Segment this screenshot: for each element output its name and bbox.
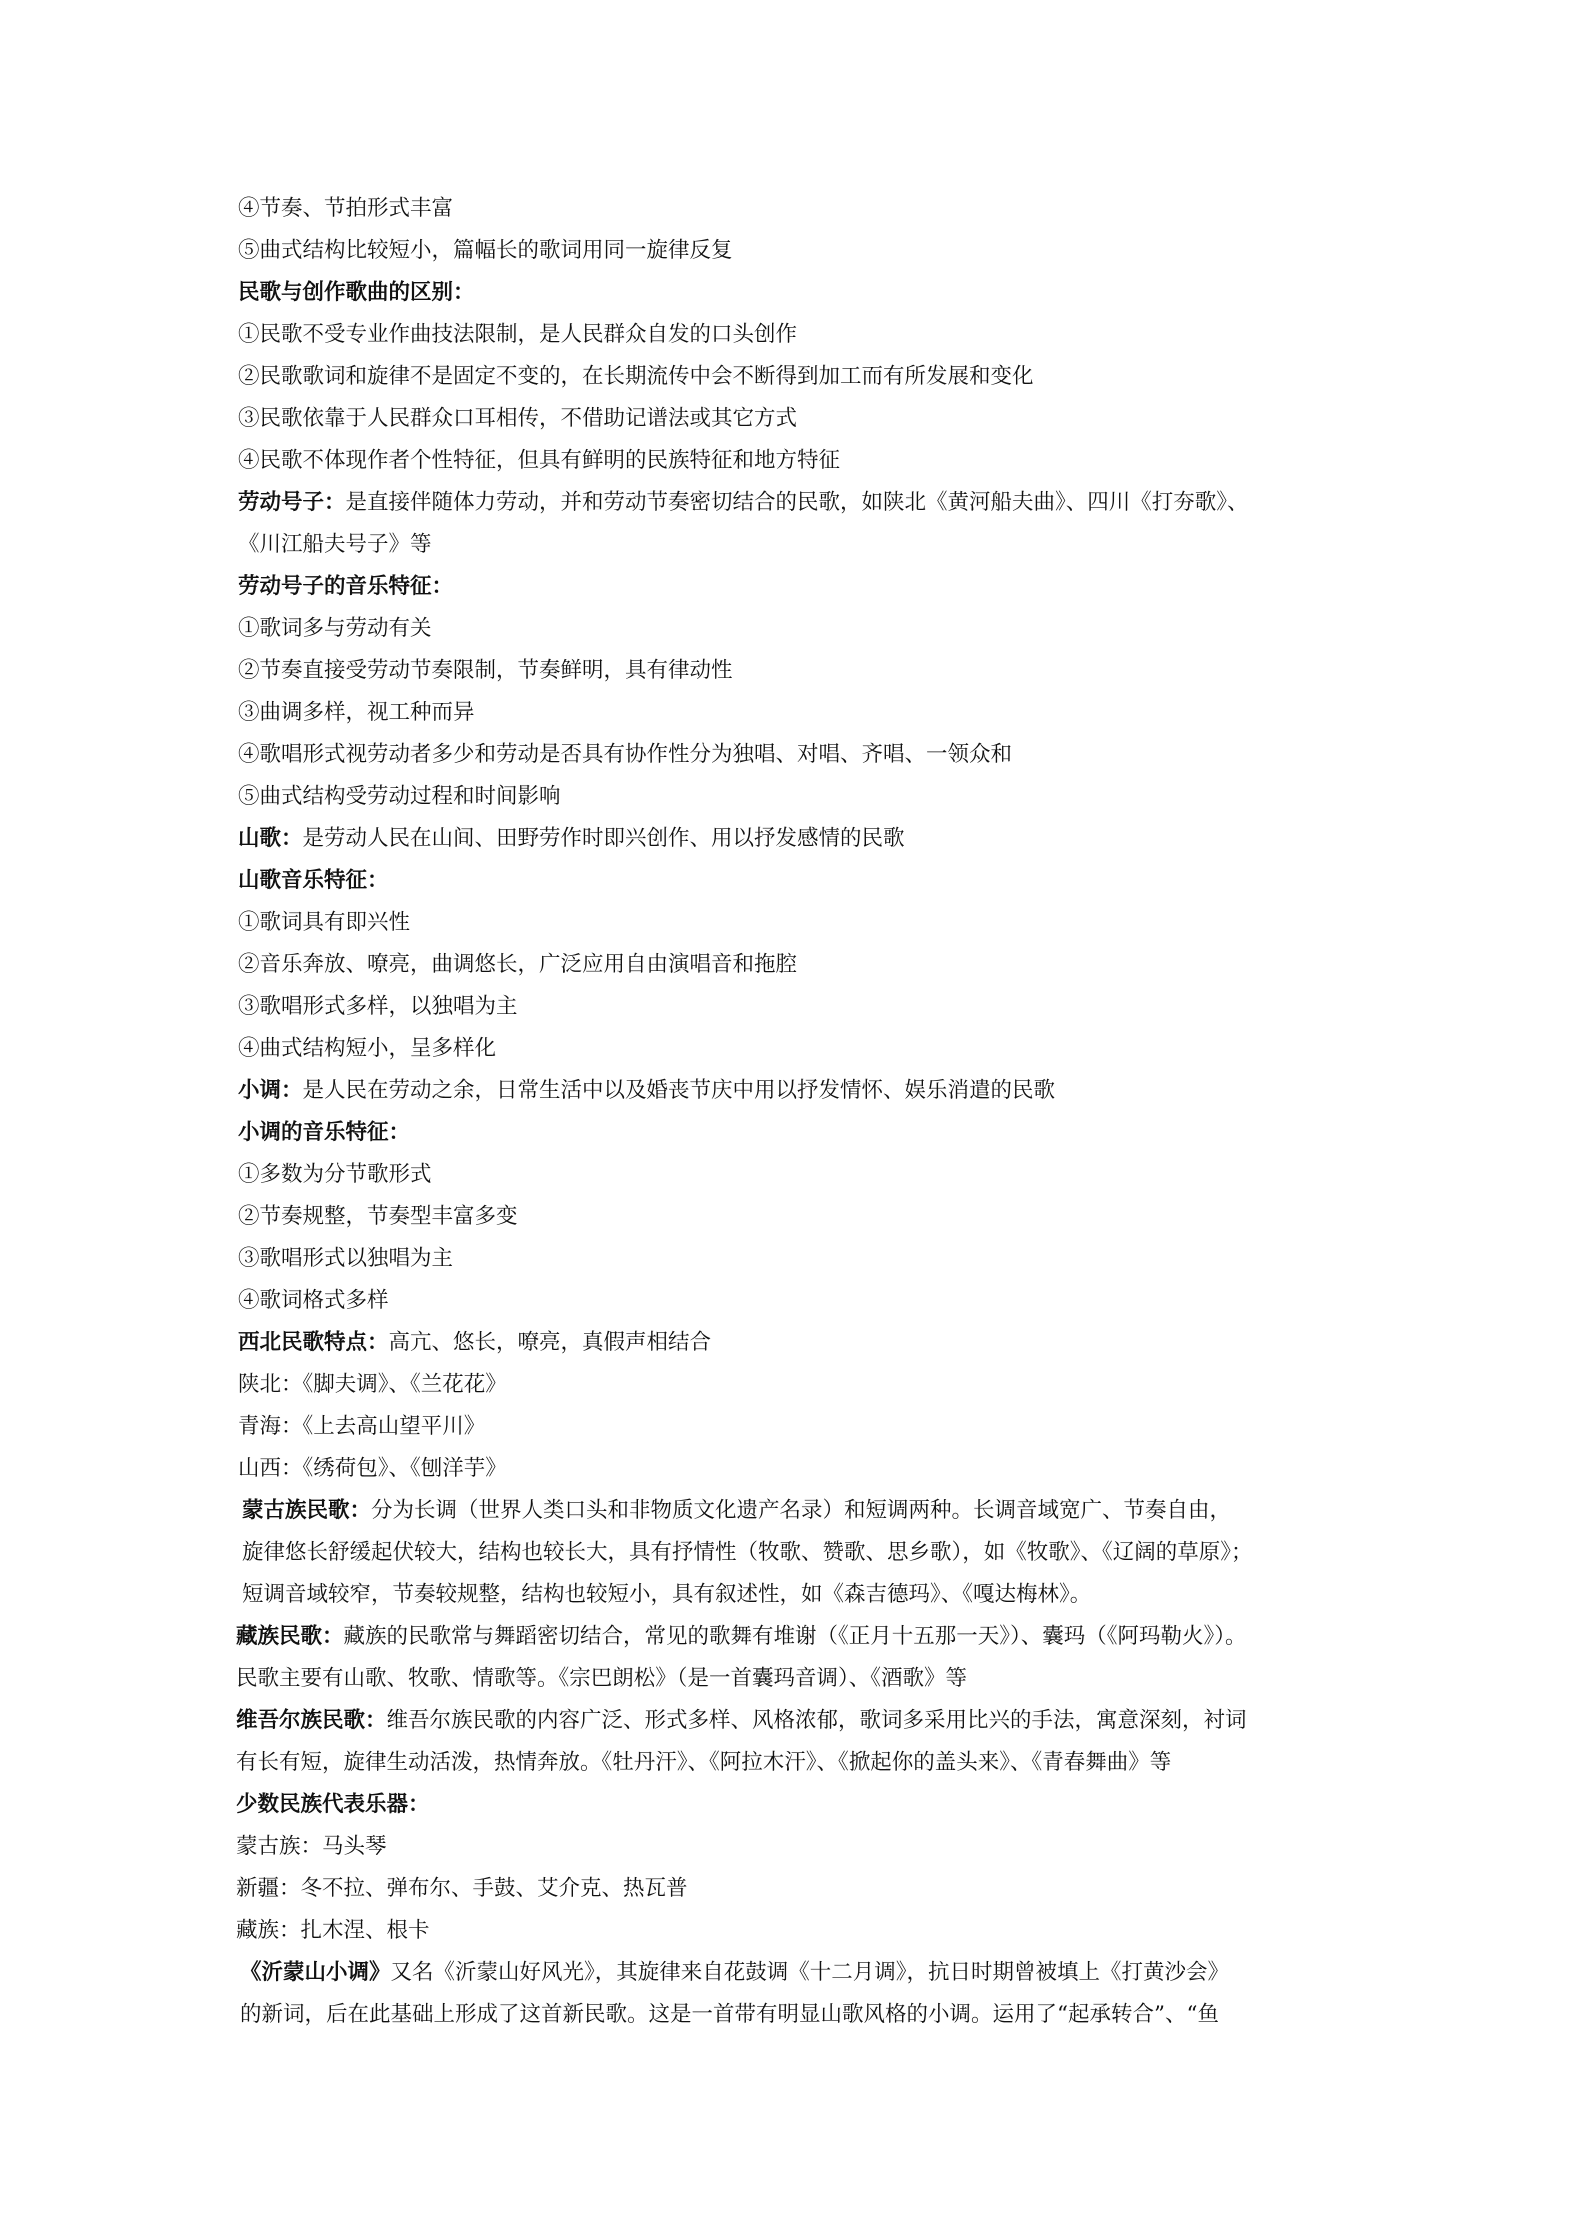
list-item xyxy=(238,950,1358,980)
line-text: ⑤曲式结构受劳动过程和时间影响 xyxy=(238,784,561,809)
definition-text: 又名《沂蒙山好风光》，其旋律来自花鼓调《十二月调》，抗日时期曾被填上《打黄沙会》 xyxy=(390,1960,1230,1985)
line-text: 民歌主要有山歌、牧歌、情歌等。《宗巴朗松》（是一首囊玛音调）、《酒歌》等 xyxy=(236,1666,968,1691)
section-heading xyxy=(238,278,1358,308)
list-item xyxy=(236,1874,1356,1904)
line-text: ④民歌不体现作者个性特征，但具有鲜明的民族特征和地方特征 xyxy=(238,448,841,473)
list-item xyxy=(238,740,1358,770)
term-label: 劳动号子： xyxy=(238,490,346,515)
line-text: 有长有短，旋律生动活泼，热情奔放。《牡丹汗》、《阿拉木汗》、《掀起你的盖头来》、《青春舞曲》等 xyxy=(236,1750,1172,1775)
definition-paragraph xyxy=(242,1496,1362,1526)
list-item xyxy=(238,1286,1358,1316)
definition-paragraph xyxy=(238,1076,1358,1106)
line-text: 青海：《上去高山望平川》 xyxy=(238,1414,486,1439)
line-text: 新疆：冬不拉、弹布尔、手鼓、艾介克、热瓦普 xyxy=(236,1876,688,1901)
list-item xyxy=(238,908,1358,938)
line-text: ②节奏规整，节奏型丰富多变 xyxy=(238,1204,518,1229)
line-text: ④歌词格式多样 xyxy=(238,1288,389,1313)
line-text: ④节奏、节拍形式丰富 xyxy=(238,196,454,221)
line-text: ②节奏直接受劳动节奏限制，节奏鲜明，具有律动性 xyxy=(238,658,733,683)
line-text: ②民歌歌词和旋律不是固定不变的，在长期流传中会不断得到加工而有所发展和变化 xyxy=(238,364,1034,389)
term-label: 小调： xyxy=(238,1078,303,1103)
line-text: ④曲式结构短小，呈多样化 xyxy=(238,1036,497,1061)
definition-text: 高亢、悠长，嘹亮，真假声相结合 xyxy=(388,1330,712,1355)
list-item xyxy=(238,362,1358,392)
term-label: 藏族民歌： xyxy=(236,1624,344,1649)
continuation-line xyxy=(240,2000,1360,2030)
list-item xyxy=(238,698,1358,728)
line-text: ①歌词多与劳动有关 xyxy=(238,616,432,641)
line-text: ①多数为分节歌形式 xyxy=(238,1162,432,1187)
line-text: 短调音域较窄，节奏较规整，结构也较短小，具有叙述性，如《森吉德玛》、《嘎达梅林》。 xyxy=(242,1582,1092,1607)
line-text: ①民歌不受专业作曲技法限制，是人民群众自发的口头创作 xyxy=(238,322,798,347)
continuation-line xyxy=(238,530,1358,560)
definition-paragraph xyxy=(236,1706,1356,1736)
list-item xyxy=(238,992,1358,1022)
continuation-line xyxy=(242,1580,1362,1610)
list-item xyxy=(238,320,1358,350)
heading-text: 山歌音乐特征： xyxy=(238,868,389,893)
continuation-line xyxy=(236,1748,1356,1778)
definition-text: 是直接伴随体力劳动，并和劳动节奏密切结合的民歌，如陕北《黄河船夫曲》、四川《打夯歌》、 xyxy=(345,490,1249,515)
line-text: ⑤曲式结构比较短小，篇幅长的歌词用同一旋律反复 xyxy=(238,238,733,263)
section-heading xyxy=(236,1790,1356,1820)
line-text: 的新词，后在此基础上形成了这首新民歌。这是一首带有明显山歌风格的小调。运用了“起承转合”、“鱼 xyxy=(240,2002,1219,2027)
list-item xyxy=(238,1454,1358,1484)
line-text: 陕北：《脚夫调》、《兰花花》 xyxy=(238,1372,507,1397)
heading-text: 少数民族代表乐器： xyxy=(236,1792,430,1817)
line-text: ③民歌依靠于人民群众口耳相传，不借助记谱法或其它方式 xyxy=(238,406,798,431)
line-text: 山西：《绣荷包》、《刨洋芋》 xyxy=(238,1456,507,1481)
line-text: 《川江船夫号子》等 xyxy=(238,532,432,557)
line-text: ①歌词具有即兴性 xyxy=(238,910,411,935)
term-label: 山歌： xyxy=(238,826,303,851)
list-item xyxy=(238,1034,1358,1064)
term-label: 《沂蒙山小调》 xyxy=(240,1960,391,1985)
heading-text: 民歌与创作歌曲的区别： xyxy=(238,280,475,305)
list-item xyxy=(238,236,1358,266)
line-text: 旋律悠长舒缓起伏较大，结构也较长大，具有抒情性（牧歌、赞歌、思乡歌），如《牧歌》、《辽阔的草原》； xyxy=(242,1540,1253,1565)
line-text: ③曲调多样，视工种而异 xyxy=(238,700,475,725)
definition-text: 是劳动人民在山间、田野劳作时即兴创作、用以抒发感情的民歌 xyxy=(302,826,905,851)
line-text: ②音乐奔放、嘹亮，曲调悠长，广泛应用自由演唱音和拖腔 xyxy=(238,952,798,977)
term-label: 西北民歌特点： xyxy=(238,1330,389,1355)
section-heading xyxy=(238,1118,1358,1148)
line-text: 藏族：扎木涅、根卡 xyxy=(236,1918,430,1943)
list-item xyxy=(238,614,1358,644)
definition-paragraph xyxy=(238,824,1358,854)
line-text: ③歌唱形式多样，以独唱为主 xyxy=(238,994,518,1019)
continuation-line xyxy=(236,1664,1356,1694)
list-item xyxy=(238,1412,1358,1442)
list-item xyxy=(238,404,1358,434)
list-item xyxy=(238,446,1358,476)
line-text: ④歌唱形式视劳动者多少和劳动是否具有协作性分为独唱、对唱、齐唱、一领众和 xyxy=(238,742,1013,767)
term-label: 蒙古族民歌： xyxy=(242,1498,372,1523)
section-heading xyxy=(238,866,1358,896)
list-item xyxy=(236,1832,1356,1862)
list-item xyxy=(238,656,1358,686)
list-item xyxy=(236,1916,1356,1946)
definition-text: 维吾尔族民歌的内容广泛、形式多样、风格浓郁，歌词多采用比兴的手法，寓意深刻，衬词 xyxy=(386,1708,1247,1733)
definition-paragraph xyxy=(236,1622,1356,1652)
definition-text: 是人民在劳动之余，日常生活中以及婚丧节庆中用以抒发情怀、娱乐消遣的民歌 xyxy=(302,1078,1056,1103)
definition-paragraph xyxy=(238,488,1358,518)
section-heading xyxy=(238,572,1358,602)
definition-paragraph xyxy=(240,1958,1360,1988)
term-label: 维吾尔族民歌： xyxy=(236,1708,387,1733)
line-text: ③歌唱形式以独唱为主 xyxy=(238,1246,454,1271)
list-item xyxy=(238,1202,1358,1232)
definition-text: 分为长调（世界人类口头和非物质文化遗产名录）和短调两种。长调音域宽广、节奏自由， xyxy=(371,1498,1232,1523)
line-text: 蒙古族：马头琴 xyxy=(236,1834,387,1859)
heading-text: 小调的音乐特征： xyxy=(238,1120,411,1145)
continuation-line xyxy=(242,1538,1362,1568)
list-item xyxy=(238,1160,1358,1190)
list-item xyxy=(238,782,1358,812)
list-item xyxy=(238,194,1358,224)
definition-text: 藏族的民歌常与舞蹈密切结合，常见的歌舞有堆谢（《正月十五那一天》）、囊玛（《阿玛勒火》）。 xyxy=(343,1624,1247,1649)
list-item xyxy=(238,1244,1358,1274)
list-item xyxy=(238,1370,1358,1400)
heading-text: 劳动号子的音乐特征： xyxy=(238,574,454,599)
definition-paragraph xyxy=(238,1328,1358,1358)
